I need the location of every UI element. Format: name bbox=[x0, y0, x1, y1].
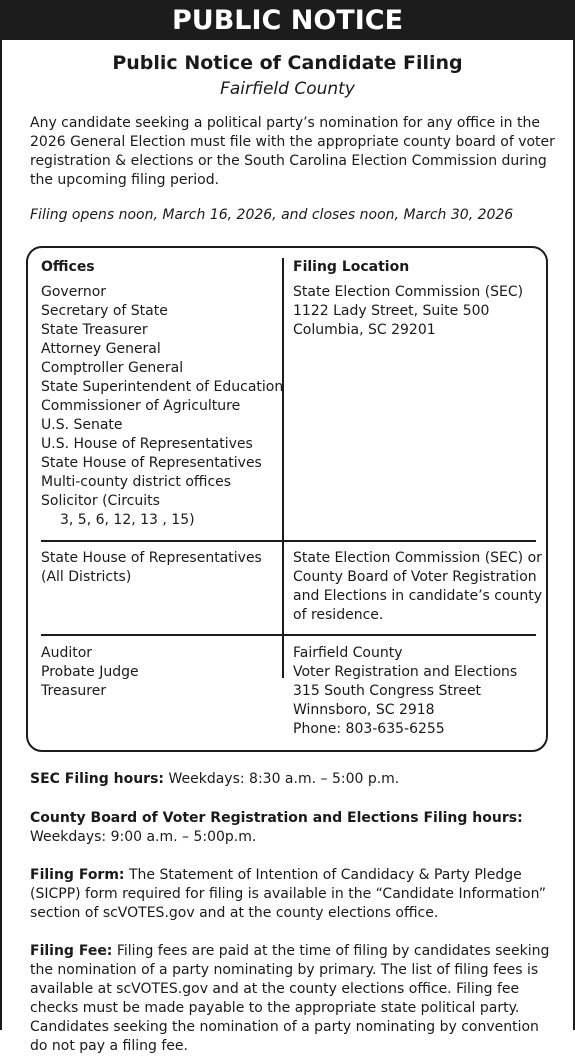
row2-location bbox=[293, 549, 542, 625]
office-item: Governor bbox=[41, 284, 107, 300]
filing-fee-label: Filing Fee: bbox=[30, 943, 113, 959]
sec-hours-text: Weekdays: 8:30 a.m. – 5:00 p.m. bbox=[164, 771, 400, 787]
office-item: 3, 5, 6, 12, 13 , 15) bbox=[60, 512, 195, 528]
row3-location bbox=[293, 644, 517, 739]
office-item: Auditor bbox=[41, 645, 93, 661]
filing-dates: Filing opens noon, March 16, 2026, and closes noon, March 30, 2026 bbox=[30, 207, 514, 223]
office-item: State Treasurer bbox=[41, 322, 148, 338]
sec-filing-hours bbox=[30, 770, 555, 789]
office-item: Treasurer bbox=[41, 683, 107, 699]
location-line: Phone: 803-635-6255 bbox=[293, 721, 445, 737]
location-line: State Election Commission (SEC) bbox=[293, 284, 524, 300]
filing-form-label: Filing Form: bbox=[30, 867, 125, 883]
county-subtitle: Fairfield County bbox=[220, 79, 355, 99]
row3-offices bbox=[41, 644, 139, 701]
office-item: Solicitor (Circuits bbox=[41, 493, 160, 509]
location-line: Columbia, SC 29201 bbox=[293, 322, 436, 338]
office-item: Commissioner of Agriculture bbox=[41, 398, 241, 414]
row1-offices bbox=[41, 283, 283, 530]
county-filing-hours bbox=[30, 809, 555, 847]
offices-header: Offices bbox=[41, 259, 95, 275]
notice-title: Public Notice of Candidate Filing bbox=[112, 52, 463, 74]
office-item: Secretary of State bbox=[41, 303, 168, 319]
county-hours-label: County Board of Voter Registration and Elections Filing hours: bbox=[30, 810, 523, 826]
location-line: State Election Commission (SEC) or bbox=[293, 550, 542, 566]
location-line: Winnsboro, SC 2918 bbox=[293, 702, 435, 718]
office-item: State House of Representatives bbox=[41, 550, 262, 566]
row-divider bbox=[41, 634, 536, 636]
offices-table bbox=[26, 246, 548, 752]
location-line: 315 South Congress Street bbox=[293, 683, 482, 699]
office-item: Probate Judge bbox=[41, 664, 139, 680]
filing-fee-text: Filing fees are paid at the time of filing by candidates seeking the nomination of a party nominating by primary. The list of filing fees is available at scVOTES.gov and at the county elections office. Filing fee checks must be made payable to the appropriate state political party. Candidates seeking the nomination of a party nominating by convention do not pay a filing fee. bbox=[30, 943, 550, 1054]
office-item: U.S. House of Representatives bbox=[41, 436, 253, 452]
office-item: Comptroller General bbox=[41, 360, 184, 376]
location-line: 1122 Lady Street, Suite 500 bbox=[293, 303, 490, 319]
row1-location bbox=[293, 283, 523, 340]
office-item: U.S. Senate bbox=[41, 417, 123, 433]
filing-form-paragraph bbox=[30, 866, 555, 923]
row-divider bbox=[41, 540, 536, 542]
location-line: Fairfield County bbox=[293, 645, 403, 661]
row2-offices bbox=[41, 549, 262, 587]
intro-paragraph: Any candidate seeking a political party’s nomination for any office in the 2026 General Election must file with the appropriate county board of voter registration & elections or the South Carolina Election Commission during the upcoming filing period. bbox=[30, 115, 555, 188]
location-line: and Elections in candidate’s county bbox=[293, 588, 543, 604]
filing-location-header: Filing Location bbox=[293, 259, 410, 275]
office-item: (All Districts) bbox=[41, 569, 132, 585]
office-item: State House of Representatives bbox=[41, 455, 262, 471]
office-item: State Superintendent of Education bbox=[41, 379, 284, 395]
location-line: of residence. bbox=[293, 607, 384, 623]
location-line: Voter Registration and Elections bbox=[293, 664, 518, 680]
office-item: Multi-county district offices bbox=[41, 474, 232, 490]
public-notice-banner: PUBLIC NOTICE bbox=[0, 0, 575, 40]
filing-form-text: The Statement of Intention of Candidacy & Party Pledge (SICPP) form required for filing is available in the “Candidate Information” section of scVOTES.gov and at the county elections office. bbox=[30, 867, 546, 921]
sec-hours-label: SEC Filing hours: bbox=[30, 771, 165, 787]
office-item: Attorney General bbox=[41, 341, 161, 357]
filing-fee-paragraph bbox=[30, 942, 555, 1056]
county-hours-text: Weekdays: 9:00 a.m. – 5:00p.m. bbox=[30, 829, 257, 845]
location-line: County Board of Voter Registration bbox=[293, 569, 537, 585]
